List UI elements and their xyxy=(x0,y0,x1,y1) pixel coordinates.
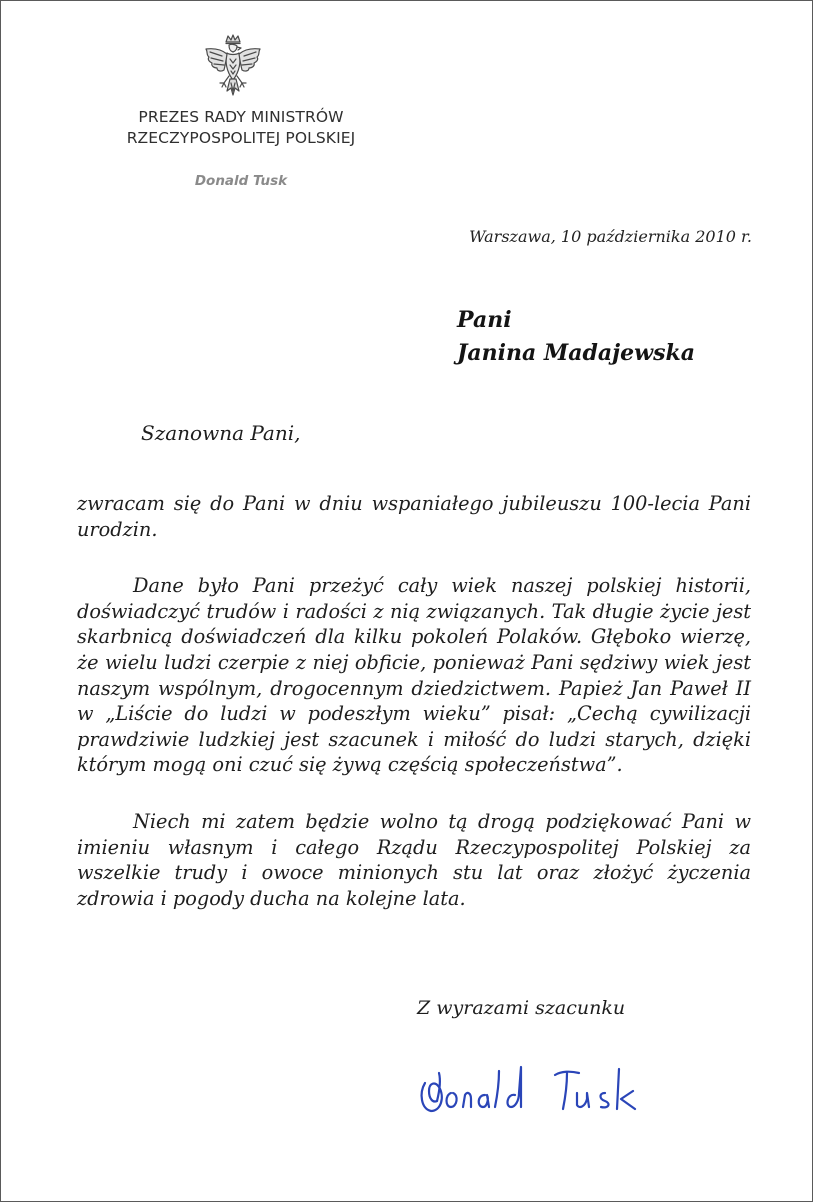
body-paragraph-3: Niech mi zatem będzie wolno tą drogą podziękować Pani w imieniu własnym i całego Rządu Rzeczypospolitej Polskiej za wszelkie trudy i owoce minionych stu lat oraz złożyć życzenia zdrowia i pogody ducha na kolejne lata. xyxy=(77,809,751,910)
body-paragraph-2: Dane było Pani przeżyć cały wiek naszej polskiej historii, doświadczyć trudów i radości z nią związanych. Tak długie życie jest skarbnicą doświadczeń dla kilku pokoleń Polaków. Głęboko wierzę, że wielu ludzi czerpie z niej obficie, ponieważ Pani sędziwy wiek jest naszym wspólnym, drogocennym dziedzictwem. Papież Jan Paweł II w „Liście do ludzi w podeszłym wieku” pisał: „Cechą cywilizacji prawdziwie ludzkiej jest szacunek i miłość do ludzi starych, dzięki którym mogą oni czuć się żywą częścią społeczeństwa”. xyxy=(77,574,751,777)
salutation: Szanowna Pani, xyxy=(141,421,301,445)
letter-body xyxy=(77,491,751,942)
office-heading xyxy=(61,107,421,149)
handwritten-signature-icon xyxy=(415,1053,655,1125)
office-line-1: PREZES RADY MINISTRÓW xyxy=(138,108,344,126)
body-paragraph-1: zwracam się do Pani w dniu wspaniałego jubileuszu 100-lecia Pani urodzin. xyxy=(77,492,751,541)
recipient-block xyxy=(457,304,695,370)
office-holder-name: Donald Tusk xyxy=(194,173,288,189)
recipient-name: Janina Madajewska xyxy=(457,340,695,366)
eagle-emblem-icon xyxy=(202,33,264,105)
recipient-title: Pani xyxy=(457,307,512,333)
closing-phrase: Z wyrazami szacunku xyxy=(417,997,626,1019)
office-line-2: RZECZYPOSPOLITEJ POLSKIEJ xyxy=(126,129,356,147)
letter-date: Warszawa, 10 października 2010 r. xyxy=(469,227,752,246)
